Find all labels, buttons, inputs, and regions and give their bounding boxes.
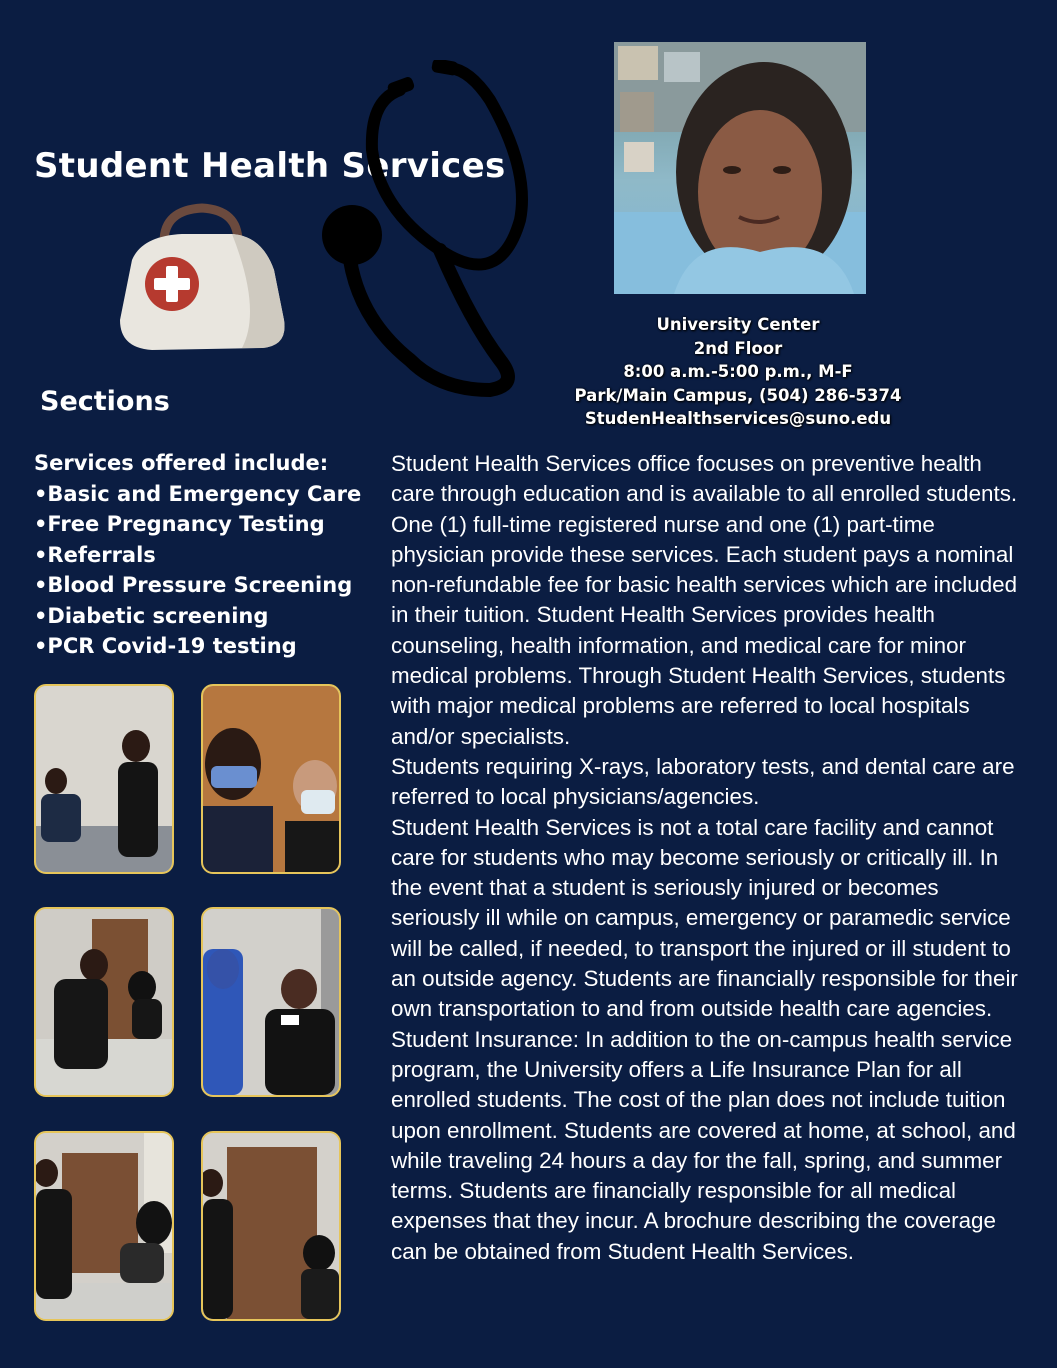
list-item: •Diabetic screening (34, 603, 269, 628)
contact-email[interactable]: StudenHealthservices@suno.edu (584, 409, 892, 428)
list-item: •Blood Pressure Screening (34, 573, 353, 597)
contact-floor: 2nd Floor (693, 338, 783, 358)
list-item: •Basic and Emergency Care (34, 481, 362, 506)
staff-photo (34, 907, 174, 1097)
sections-heading: Sections (40, 386, 170, 417)
description-text (391, 449, 1027, 1267)
contact-hours: 8:00 a.m.-5:00 p.m., M-F (623, 362, 853, 381)
description-paragraph: Student Health Services office focuses on preventive health care through education and is available to all enrolled students. One (1) full-time registered nurse and one (1) part-time physician provide these services. Each student pays a nominal non-refundable fee for basic health services which are included in their tuition. Student Health Services provides health counseling, health information, and medical care for minor medical problems. Through Student Health Services, students with major medical problems are referred to local hospitals and/or specialists. (391, 451, 1018, 749)
contact-phone[interactable]: Park/Main Campus, (504) 286-5374 (574, 385, 902, 405)
staff-photo (201, 684, 341, 874)
services-list (34, 448, 374, 662)
list-item: •Referrals (34, 542, 156, 567)
services-heading: Services offered include: (34, 451, 329, 475)
contact-location: University Center (656, 315, 820, 334)
staff-photo (34, 1131, 174, 1321)
contact-info (560, 313, 916, 431)
list-item: •PCR Covid-19 testing (34, 634, 297, 658)
description-paragraph: Students requiring X-rays, laboratory tests, and dental care are referred to local physicians/agencies. (391, 753, 1015, 810)
staff-photo (201, 907, 341, 1097)
staff-photo (34, 684, 174, 874)
medical-bag-icon (112, 200, 292, 360)
staff-photo (201, 1131, 341, 1321)
list-item: •Free Pregnancy Testing (34, 512, 325, 536)
staff-portrait-photo (614, 42, 866, 294)
page-title: Student Health Services (34, 146, 506, 186)
description-paragraph: Student Insurance: In addition to the on-campus health service program, the University offers a Life Insurance Plan for all enrolled students. The cost of the plan does not include tuition upon enrollment. Students are covered at home, at school, and while traveling 24 hours a day for the fall, spring, and summer terms. Students are financially responsible for all medical expenses that they incur. A brochure describing the coverage can be obtained from Student Health Services. (391, 1026, 1016, 1264)
description-paragraph: Student Health Services is not a total care facility and cannot care for students who may become seriously or critically ill. In the event that a student is seriously injured or becomes seriously ill while on campus, emergency or paramedic service will be called, if needed, to transport the injured or ill student to an outside agency. Students are financially responsible for their own transportation to and from outside health care agencies. (391, 814, 1018, 1022)
stethoscope-icon (320, 60, 570, 400)
